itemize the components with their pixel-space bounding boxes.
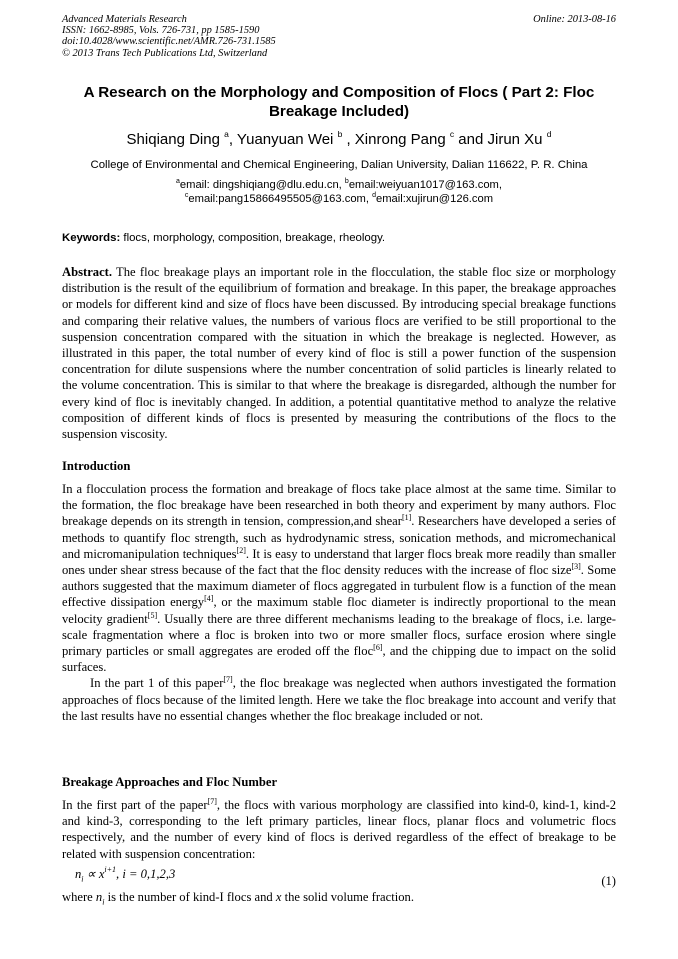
author-affil-mark: b (337, 129, 343, 139)
text-run: , the floc breakage was neglected when authors investigated the formation approaches of flocs because of the limited length. Here we take the floc breakage into account and verify that the last results have no essential changes whether the floc breakage included or not. (62, 676, 616, 723)
text-run: . Some authors suggested that the maximum diameter of flocs aggregated in turbulent flow is a function of the mean effective dissipation energy (62, 563, 616, 610)
email-mark: a (176, 178, 180, 185)
eq-symbol: ∝ x (83, 867, 105, 881)
keywords-text: flocs, morphology, composition, breakage, rheology. (120, 232, 386, 244)
equation-number: (1) (601, 874, 616, 888)
author-affil-mark: c (449, 129, 455, 139)
journal-header (62, 14, 616, 59)
citation-ref[interactable]: [7] (223, 675, 233, 685)
citation-ref[interactable]: [4] (204, 594, 214, 604)
where-clause (62, 890, 414, 907)
breakage-body (62, 797, 616, 862)
section-heading-introduction: Introduction (62, 459, 131, 473)
text-run: . Researchers have developed a series of methods to quantify floc strength, such as hydrodynamic stress, sonication methods, and micromechanical and micromanipulation techniques (62, 514, 616, 561)
affiliation: College of Environmental and Chemical Engineering, Dalian University, Dalian 116622, P. R. China (90, 159, 588, 171)
text-run: In the part 1 of this paper (90, 676, 224, 691)
eq-subscript: i (81, 874, 84, 884)
email-line (62, 178, 616, 192)
email-mark: d (372, 192, 376, 199)
email-line (62, 192, 616, 206)
citation-ref[interactable]: [7] (207, 797, 217, 806)
math-var: n (95, 890, 103, 904)
paragraph (62, 482, 616, 674)
abstract (62, 264, 616, 442)
text-run: . Usually there are three different mechanisms leading to the breakage of flocs, i.e. large-scale fragmentation where a floc is broken into two or more smaller flocs, surface erosion where single primary particles or small aggregates are eroded off the floc (62, 611, 617, 659)
keywords-label: Keywords: (62, 232, 121, 244)
abstract-label: Abstract. (62, 265, 113, 279)
citation-ref[interactable]: [5] (147, 610, 158, 620)
author-name: , Yuanyuan Wei (228, 131, 334, 148)
citation-ref[interactable]: [1] (401, 513, 412, 523)
text-run: where (62, 890, 96, 904)
email-address[interactable]: email:xujirun@126.com (375, 193, 494, 205)
author-list (62, 131, 616, 149)
eq-symbol: , i = 0,1,2,3 (116, 867, 176, 881)
author-name: Shiqiang Ding (126, 131, 220, 148)
text-run: , and the chipping due to impact on the solid surfaces. (62, 644, 616, 675)
eq-superscript: i+1 (104, 865, 117, 874)
text-run: . It is easy to understand that larger flocs break more readily than smaller ones under shear stress because of the fact that the floc density reduces with the increase of floc size (62, 546, 616, 578)
citation-ref[interactable]: [2] (236, 545, 246, 555)
text-run: In a flocculation process the formation and breakage of flocs take place almost at the same time. Similar to the formation, the floc breakage have been researched in both theory and experiment by many authors. Floc breakage depends on its strength in tension, compression,and shear (62, 482, 616, 529)
journal-name: Advanced Materials Research (62, 14, 187, 25)
email-address[interactable]: email: dingshiqiang@dlu.edu.cn, (179, 179, 345, 191)
doi-line: doi:10.4028/www.scientific.net/AMR.726-731.1585 (62, 36, 276, 48)
keywords (62, 231, 616, 245)
author-name: , Xinrong Pang (342, 131, 446, 148)
section-heading-breakage: Breakage Approaches and Floc Number (62, 775, 278, 789)
citation-ref[interactable]: [6] (373, 643, 383, 653)
introduction-body (62, 481, 616, 724)
copyright-line: © 2013 Trans Tech Publications Ltd, Switzerland (62, 47, 268, 59)
eq-symbol: n (75, 867, 82, 881)
email-mark: c (184, 192, 189, 199)
email-mark: b (344, 178, 349, 185)
email-address[interactable]: email:pang15866495505@163.com, (188, 193, 373, 205)
citation-ref[interactable]: [3] (571, 562, 581, 572)
email-block (62, 178, 616, 206)
text-run: , or the maximum stable floc diameter is indirectly proportional to the mean velocity gradient (62, 595, 616, 626)
text-run: , the flocs with various morphology are classified into kind-0, kind-1, kind-2 and kind-3, corresponding to the left primary particles, linear flocs, planar flocs and volumetric flocs respectively, and the number of every kind of flocs is derived regardless of the effect of breakage to be related with suspension concentration: (62, 798, 617, 861)
author-affil-mark: a (224, 129, 229, 139)
issn-line: ISSN: 1662-8985, Vols. 726-731, pp 1585-1590 (62, 25, 260, 37)
text-run: In the first part of the paper (62, 798, 208, 812)
text-run: the solid volume fraction. (281, 890, 414, 904)
math-subscript: i (102, 897, 105, 907)
email-address[interactable]: email:weiyuan1017@163.com, (348, 179, 502, 191)
author-name: and Jirun Xu (458, 131, 543, 148)
text-run: is the number of kind-I flocs and (104, 890, 276, 904)
author-affil-mark: d (546, 129, 552, 139)
equation-1 (75, 866, 175, 882)
paragraph (62, 675, 616, 724)
online-date: Online: 2013-08-16 (533, 14, 616, 25)
paper-title: A Research on the Morphology and Composition of Flocs ( Part 2: Floc Breakage Included) (83, 84, 595, 120)
math-var: x (275, 890, 282, 904)
abstract-text: The floc breakage plays an important role in the flocculation, the stable floc size or morphology distribution is the result of the equilibrium of formation and breakage. In this paper, the breakage approaches or models for different kind and size of flocs have been discussed. By introducing special breakage functions and comparing their relative values, the numbers of various flocs are verified to be still proportional to the suspension concentration compared with the situation in which the breakage is neglected. However, as illustrated in this paper, the total number of every kind of floc is still a power function of the suspension concentration for dilute suspensions where the number concentration of solid particles is linearly related to the volume concentration. This is similar to that where the breakage is disregarded, although the number for every kind of floc is inevitably changed. In addition, a potential quantitative method to analyze the relative composition of different kinds of flocs is presented by measuring the contributions of the flocs to the suspension viscosity. (62, 265, 616, 442)
